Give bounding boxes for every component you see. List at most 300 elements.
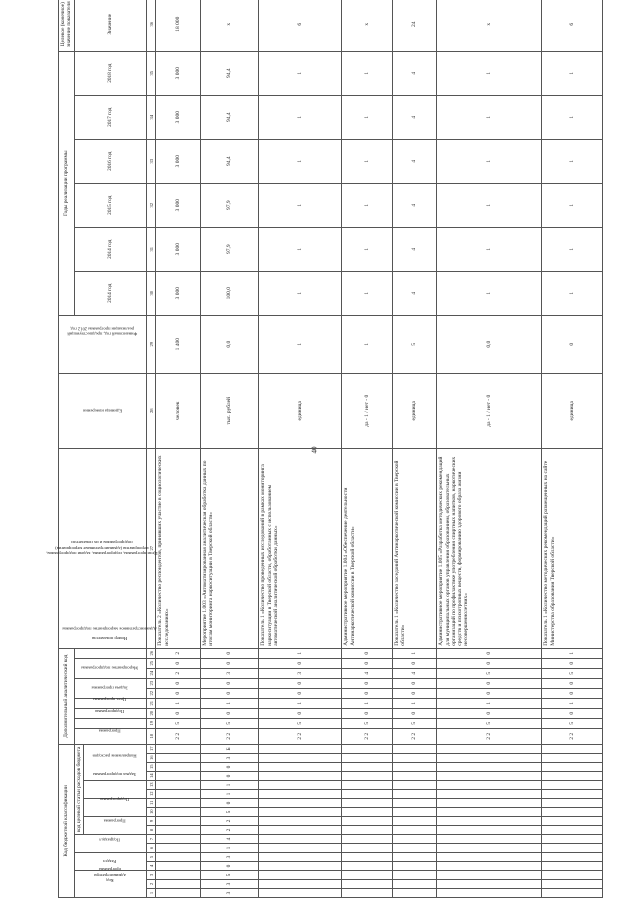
year-2015-header: 2015 год — [74, 183, 146, 227]
column-index-cell: 10 — [147, 808, 156, 817]
budget-code-cell — [437, 754, 542, 763]
row-unit: единица — [542, 373, 603, 448]
budget-code-cell: 0 — [200, 862, 259, 871]
budget-code-cell — [542, 744, 603, 753]
budget-code-cell — [437, 799, 542, 808]
year-2018-header: 2018 год — [74, 51, 146, 95]
budget-code-cell — [259, 781, 342, 790]
table-row — [200, 0, 259, 898]
additional-code-cell: 0 — [342, 688, 393, 698]
row-year-value: 1 — [437, 139, 542, 183]
column-index-cell: 24 — [147, 668, 156, 678]
additional-code-cell: 0 — [542, 688, 603, 698]
budget-code-cell — [437, 862, 542, 871]
row-target-value: 6 — [542, 0, 603, 51]
column-index-cell: 33 — [147, 139, 156, 183]
row-description: Показатель 1 «Количество заседаний Антинаркотической комиссии в Тверской области» — [392, 448, 436, 648]
row-fin-year: 5 — [392, 315, 436, 373]
section-header: Раздел — [74, 853, 146, 871]
budget-code-cell — [392, 772, 436, 781]
column-index-cell: 26 — [147, 648, 156, 658]
budget-code-cell: 3 — [200, 853, 259, 862]
row-description: Показатель 1 «Количество методических рекомендаций размещенных на сайте Министерства образования Тверской области» — [542, 448, 603, 648]
budget-code-cell — [437, 871, 542, 880]
row-year-value: 1 — [542, 95, 603, 139]
additional-code-header: Дополнительный аналитический код — [59, 648, 75, 744]
row-target-value: 6 — [259, 0, 342, 51]
additional-code-cell: 0 — [200, 678, 259, 688]
row-year-value: 4 — [392, 51, 436, 95]
d-event-header: Мероприятие подпрограммы — [74, 678, 146, 698]
budget-code-cell — [437, 808, 542, 817]
budget-code-cell — [156, 835, 200, 844]
row-target-value: х — [342, 0, 393, 51]
row-year-value: 1 — [259, 271, 342, 315]
budget-code-cell — [392, 799, 436, 808]
budget-code-cell — [342, 754, 393, 763]
budget-code-cell — [259, 880, 342, 889]
row-year-value: 4 — [392, 227, 436, 271]
table-row — [259, 0, 342, 898]
budget-code-cell — [156, 826, 200, 835]
budget-code-cell — [542, 799, 603, 808]
subprogram-code-header: Подпрограмма — [84, 799, 147, 817]
row-target-value: х — [200, 0, 259, 51]
d-goal-header: Цель программы — [74, 708, 146, 718]
budget-code-cell — [392, 889, 436, 898]
column-index-cell: 13 — [147, 781, 156, 790]
additional-code-cell: 0 — [437, 678, 542, 688]
budget-code-cell — [259, 744, 342, 753]
fin-year-header: Финансовый год, предшествующий реализации программы 2012 год — [59, 315, 147, 373]
additional-code-cell: 0 — [259, 658, 342, 668]
row-target-value: 18 000 — [156, 0, 200, 51]
row-fin-year: 1 — [259, 315, 342, 373]
budget-code-cell — [437, 835, 542, 844]
budget-code-cell — [437, 772, 542, 781]
budget-code-cell — [156, 781, 200, 790]
budget-code-cell — [259, 853, 342, 862]
budget-code-cell: 0 — [200, 799, 259, 808]
row-year-value: 94,4 — [200, 51, 259, 95]
row-year-value: 3 000 — [156, 271, 200, 315]
additional-code-cell: 5 — [392, 718, 436, 728]
row-fin-year: 1 400 — [156, 315, 200, 373]
budget-code-cell: 3 — [200, 754, 259, 763]
additional-code-cell: 2 2 — [156, 728, 200, 744]
budget-code-cell — [259, 754, 342, 763]
additional-code-cell: 0 — [200, 708, 259, 718]
table-row — [392, 0, 436, 898]
d-admin-event-header: Административное мероприятие подпрограммы — [74, 658, 146, 678]
budget-code-cell — [542, 772, 603, 781]
row-fin-year: 0,0 — [200, 315, 259, 373]
row-description: Показатель 1 «Количество проведенных исследований в рамках мониторинга наркоситуации в Тверской области, обработанных с использованием автоматической аналитической обработки данных» — [259, 448, 342, 648]
additional-code-cell: 0 — [200, 688, 259, 698]
row-fin-year: 0 — [542, 315, 603, 373]
column-index-cell: 28 — [147, 373, 156, 448]
additional-code-cell: 5 — [542, 718, 603, 728]
table-row — [542, 0, 603, 898]
column-index-cell: 8 — [147, 826, 156, 835]
expense-direction-header: Направление расходов — [84, 744, 147, 780]
row-year-value: 1 — [542, 183, 603, 227]
row-year-value: 4 — [392, 95, 436, 139]
budget-code-cell — [542, 817, 603, 826]
budget-code-cell — [342, 844, 393, 853]
additional-code-cell: 5 — [200, 718, 259, 728]
table-row — [156, 0, 200, 898]
budget-code-cell — [542, 826, 603, 835]
row-year-value: 1 — [259, 183, 342, 227]
row-description: Мероприятие 1.003 «Автоматизированная аналитическая обработка данных по итогам мониторинга наркоситуации в Тверской области» — [200, 448, 259, 648]
column-index-cell: 27 — [147, 448, 156, 648]
row-year-value: 1 — [542, 51, 603, 95]
additional-code-cell: 0 — [342, 658, 393, 668]
budget-code-cell — [542, 889, 603, 898]
page-number: 40 — [310, 446, 319, 454]
budget-code-cell — [342, 835, 393, 844]
column-index-cell: 6 — [147, 844, 156, 853]
budget-code-cell — [392, 744, 436, 753]
budget-code-cell — [437, 880, 542, 889]
budget-code-cell — [542, 790, 603, 799]
row-target-value: 24 — [392, 0, 436, 51]
budget-code-cell — [392, 763, 436, 772]
row-unit: тыс. рублей — [200, 373, 259, 448]
subsection-header: Подраздел — [74, 835, 146, 853]
budget-code-cell — [437, 744, 542, 753]
budget-code-cell — [542, 763, 603, 772]
column-index-cell: 9 — [147, 817, 156, 826]
column-index-cell: 25 — [147, 658, 156, 668]
budget-code-cell — [156, 889, 200, 898]
budget-code-cell: 0 — [200, 772, 259, 781]
additional-code-cell: 2 — [156, 668, 200, 678]
budget-code-cell: 3 — [200, 880, 259, 889]
budget-code-cell — [342, 862, 393, 871]
additional-code-cell: 1 — [542, 698, 603, 708]
subprogram-task-header: Задача подпрограммы — [84, 781, 147, 799]
additional-code-cell: 0 — [156, 688, 200, 698]
budget-code-cell — [342, 871, 393, 880]
budget-code-cell — [342, 889, 393, 898]
budget-code-cell — [156, 772, 200, 781]
additional-code-cell: 5 — [437, 718, 542, 728]
budget-code-cell — [392, 871, 436, 880]
budget-code-cell — [542, 808, 603, 817]
additional-code-cell: 5 — [156, 718, 200, 728]
budget-code-cell — [542, 862, 603, 871]
additional-code-cell: 1 — [342, 698, 393, 708]
row-year-value: 94,4 — [200, 95, 259, 139]
budget-code-cell — [392, 790, 436, 799]
column-index-cell: 32 — [147, 183, 156, 227]
additional-code-cell: 0 — [156, 678, 200, 688]
additional-code-cell: 0 — [392, 708, 436, 718]
row-unit: да - 1 / нет - 0 — [437, 373, 542, 448]
year-2014a-header: 2014 год — [74, 271, 146, 315]
budget-code-cell: 5 — [200, 871, 259, 880]
description-header: Цели программы, подпрограммы, задачи подпрограммы, мероприятия (административные мероприятия) подпрограммы и их показатели — [59, 448, 147, 648]
additional-code-cell: 0 — [437, 648, 542, 658]
target-header: Целевое (конечное) значение показателя — [59, 0, 75, 51]
budget-code-cell — [259, 871, 342, 880]
column-index-cell: 20 — [147, 708, 156, 718]
d-indicator-header: Номер показателя — [74, 648, 146, 658]
budget-code-cell — [342, 880, 393, 889]
column-index-cell: 4 — [147, 862, 156, 871]
budget-code-cell — [156, 790, 200, 799]
budget-code-cell — [542, 853, 603, 862]
budget-code-cell — [392, 826, 436, 835]
budget-code-cell — [156, 862, 200, 871]
budget-code-cell — [156, 880, 200, 889]
additional-code-cell: 0 — [392, 688, 436, 698]
header-row-1 — [59, 0, 75, 898]
row-year-value: 4 — [392, 183, 436, 227]
budget-code-cell — [259, 799, 342, 808]
d-subprogram-header: Подпрограмма — [74, 718, 146, 728]
budget-code-cell — [542, 880, 603, 889]
additional-code-cell: 4 — [342, 668, 393, 678]
budget-code-cell — [342, 817, 393, 826]
column-index-cell: 29 — [147, 315, 156, 373]
row-year-value: 1 — [342, 271, 393, 315]
column-index-cell: 21 — [147, 698, 156, 708]
row-year-value: 1 — [342, 139, 393, 183]
budget-code-cell — [542, 871, 603, 880]
additional-code-cell: 0 — [437, 708, 542, 718]
row-year-value: 3 000 — [156, 51, 200, 95]
row-year-value: 1 — [259, 139, 342, 183]
column-index-cell: 15 — [147, 763, 156, 772]
rotated-page — [46, 1, 603, 898]
d-task-header: Задача программы — [74, 698, 146, 708]
budget-code-cell — [437, 790, 542, 799]
budget-code-cell — [437, 781, 542, 790]
column-index-cell: 18 — [147, 728, 156, 744]
budget-code-cell — [342, 763, 393, 772]
budget-code-cell — [342, 790, 393, 799]
budget-code-cell — [437, 844, 542, 853]
column-index-cell: 14 — [147, 772, 156, 781]
additional-code-cell: 1 — [259, 698, 342, 708]
additional-code-cell: 1 — [392, 698, 436, 708]
additional-code-cell: 0 — [542, 708, 603, 718]
row-year-value: 1 — [437, 95, 542, 139]
row-year-value: 1 — [542, 271, 603, 315]
column-index-cell: 36 — [147, 0, 156, 51]
budget-code-cell — [156, 871, 200, 880]
budget-code-cell — [342, 781, 393, 790]
budget-code-cell — [156, 817, 200, 826]
additional-code-cell: 0 — [437, 688, 542, 698]
additional-code-cell: 0 — [259, 678, 342, 688]
additional-code-cell: 4 — [392, 668, 436, 678]
additional-code-cell: 0 — [392, 678, 436, 688]
column-index-cell: 23 — [147, 678, 156, 688]
row-unit: единица — [259, 373, 342, 448]
additional-code-cell: 5 — [342, 718, 393, 728]
additional-code-cell: 0 — [437, 658, 542, 668]
budget-code-cell — [392, 781, 436, 790]
row-fin-year: 0,0 — [437, 315, 542, 373]
row-year-value: 4 — [392, 139, 436, 183]
budget-code-cell: 4 — [200, 835, 259, 844]
row-year-value: 1 — [342, 51, 393, 95]
budget-code-cell — [342, 826, 393, 835]
d-program-header: Программа — [74, 728, 146, 744]
budget-code-cell — [437, 817, 542, 826]
additional-code-cell: 2 2 — [437, 728, 542, 744]
additional-code-cell: 0 — [342, 648, 393, 658]
budget-code-cell — [156, 744, 200, 753]
row-year-value: 1 — [259, 95, 342, 139]
additional-code-cell: 1 — [392, 648, 436, 658]
budget-code-cell — [437, 763, 542, 772]
additional-code-cell: 3 — [200, 668, 259, 678]
additional-code-cell: 1 — [156, 698, 200, 708]
column-index-cell: 3 — [147, 871, 156, 880]
additional-code-cell: 2 — [156, 648, 200, 658]
column-index-row — [147, 0, 156, 898]
budget-code-cell: 1 — [200, 790, 259, 799]
row-year-value: 1 — [542, 227, 603, 271]
row-year-value: 97,9 — [200, 227, 259, 271]
additional-code-cell: 5 — [542, 668, 603, 678]
budget-code-cell — [437, 853, 542, 862]
row-year-value: 3 000 — [156, 139, 200, 183]
budget-code-cell — [156, 808, 200, 817]
row-year-value: 100,0 — [200, 271, 259, 315]
year-2016-header: 2016 год — [74, 139, 146, 183]
row-unit: да - 1 / нет - 0 — [342, 373, 393, 448]
additional-code-cell: 0 — [542, 678, 603, 688]
column-index-cell: 2 — [147, 880, 156, 889]
budget-code-cell: 2 — [200, 826, 259, 835]
additional-code-cell: 0 — [156, 658, 200, 668]
column-index-cell: 12 — [147, 790, 156, 799]
budget-code-cell — [156, 853, 200, 862]
row-year-value: 1 — [437, 227, 542, 271]
budget-code-cell — [392, 835, 436, 844]
column-index-cell: 16 — [147, 754, 156, 763]
row-year-value: 1 — [437, 271, 542, 315]
column-index-cell: 5 — [147, 853, 156, 862]
budget-code-cell — [392, 754, 436, 763]
additional-code-cell: 1 — [200, 698, 259, 708]
row-description: Административное мероприятие 1.005 «Разработка методических рекомендаций для муниципальных органов управления образованием, образовательных организаций по профилактике употребления спиртных напитков, наркотических средств и психотропных веществ, формированию здорового образа жизни несовершеннолетних» — [437, 448, 542, 648]
row-unit: человек — [156, 373, 200, 448]
column-index-cell: 17 — [147, 744, 156, 753]
table-row — [342, 0, 393, 898]
row-year-value: 1 — [259, 227, 342, 271]
budget-code-cell — [392, 808, 436, 817]
budget-code-cell — [437, 826, 542, 835]
year-2017-header: 2017 год — [74, 95, 146, 139]
budget-code-cell — [259, 817, 342, 826]
column-index-cell: 7 — [147, 835, 156, 844]
budget-code-cell — [259, 862, 342, 871]
column-index-cell: 22 — [147, 688, 156, 698]
program-table-sheet — [46, 1, 603, 898]
column-index-cell: 30 — [147, 271, 156, 315]
row-fin-year: 1 — [342, 315, 393, 373]
column-index-cell: 31 — [147, 227, 156, 271]
budget-code-cell — [156, 763, 200, 772]
additional-code-cell: 0 — [156, 708, 200, 718]
row-year-value: 1 — [342, 95, 393, 139]
column-index-cell: 1 — [147, 889, 156, 898]
budget-code-cell: 1 — [200, 781, 259, 790]
budget-code-cell — [259, 808, 342, 817]
column-index-cell: 19 — [147, 718, 156, 728]
row-year-value: 3 000 — [156, 227, 200, 271]
target-value-header: Значение — [74, 0, 146, 51]
additional-code-cell: 0 — [392, 658, 436, 668]
budget-code-cell — [259, 889, 342, 898]
budget-code-cell — [259, 835, 342, 844]
additional-code-cell: 5 — [259, 718, 342, 728]
budget-code-cell: Б — [200, 744, 259, 753]
budget-code-cell — [342, 808, 393, 817]
budget-code-cell — [392, 844, 436, 853]
row-year-value: 4 — [392, 271, 436, 315]
additional-code-cell: 3 — [259, 668, 342, 678]
column-index-cell: 11 — [147, 799, 156, 808]
budget-code-cell — [342, 772, 393, 781]
budget-code-header: Код бюджетной классификации — [59, 744, 75, 897]
admin-code-header: Код администратора программы — [74, 871, 146, 898]
years-header: Годы реализации программы — [59, 51, 75, 315]
budget-code-cell — [392, 853, 436, 862]
budget-code-cell — [156, 799, 200, 808]
row-year-value: 3 000 — [156, 183, 200, 227]
budget-code-cell — [342, 853, 393, 862]
additional-code-cell: 1 — [259, 648, 342, 658]
additional-code-cell: 2 2 — [342, 728, 393, 744]
year-2014b-header: 2014 год — [74, 227, 146, 271]
budget-code-cell — [437, 889, 542, 898]
budget-code-cell — [542, 844, 603, 853]
program-table — [46, 0, 603, 898]
row-year-value: 1 — [542, 139, 603, 183]
budget-code-cell — [342, 744, 393, 753]
additional-code-cell: 2 2 — [392, 728, 436, 744]
budget-code-cell — [156, 754, 200, 763]
additional-code-cell: 0 — [259, 688, 342, 698]
row-year-value: 3 000 — [156, 95, 200, 139]
row-year-value: 1 — [342, 183, 393, 227]
budget-code-cell — [542, 754, 603, 763]
row-year-value: 94,4 — [200, 139, 259, 183]
row-year-value: 1 — [259, 51, 342, 95]
target-article-header: код целевой статьи расходов бюджета — [74, 744, 83, 834]
budget-code-cell: 1 — [200, 844, 259, 853]
budget-code-cell: 3 — [200, 889, 259, 898]
additional-code-cell: 0 — [342, 678, 393, 688]
row-target-value: х — [437, 0, 542, 51]
row-description: Показатель 2 «Количество респондентов, принявших участие в социологических исследованиях» — [156, 448, 200, 648]
budget-code-cell — [342, 799, 393, 808]
row-description: Административное мероприятие 1.004 «Обеспечение деятельности Антинаркотической комиссии в Тверской области» — [342, 448, 393, 648]
budget-code-cell — [156, 844, 200, 853]
unit-header: Единица измерения — [59, 373, 147, 448]
budget-code-cell — [392, 862, 436, 871]
budget-code-cell — [259, 844, 342, 853]
row-year-value: 1 — [437, 51, 542, 95]
